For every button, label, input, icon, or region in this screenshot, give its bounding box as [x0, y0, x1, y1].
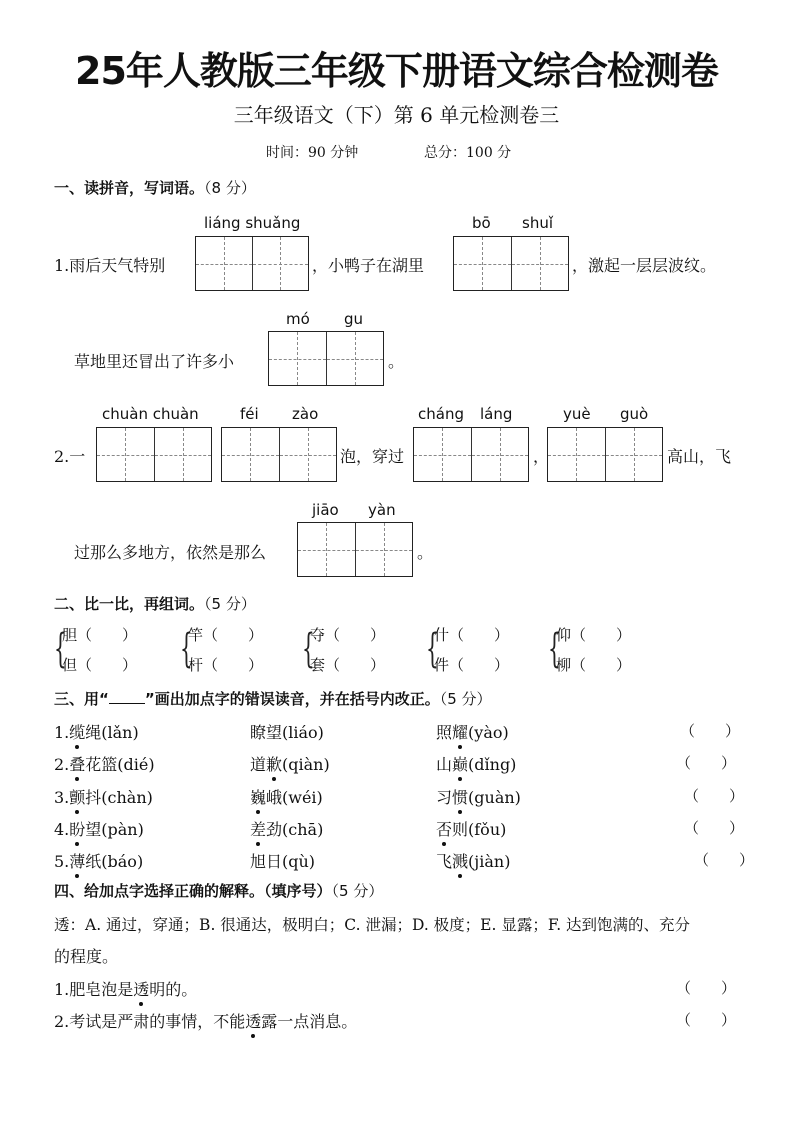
pair-5-top[interactable]: 仰（ ）	[556, 626, 632, 644]
section-4-title	[54, 880, 383, 901]
word-rest: 抖(chàn)	[85, 788, 153, 807]
dotted-char: 颤	[69, 785, 85, 808]
q1-text-e: 。	[388, 352, 405, 371]
brace-icon: {	[180, 626, 193, 672]
word-char: 山	[436, 755, 453, 774]
section-4-title-text: 四、给加点字选择正确的解释。（填序号）	[54, 882, 332, 900]
section-3-points: （5 分）	[439, 690, 492, 708]
pinyin-liang-shuang: liáng shuǎng	[204, 214, 301, 232]
pinyin-yue: yuè	[563, 405, 591, 423]
pair-3-top[interactable]: 夺（ ）	[310, 626, 386, 644]
pinyin-chang: cháng	[418, 405, 464, 423]
q1-text-d: 草地里还冒出了许多小	[74, 352, 235, 371]
dotted-char: 溅	[452, 849, 468, 872]
word-char: 照	[436, 723, 453, 742]
word-rest: 绳(lǎn)	[85, 723, 139, 742]
question-text: 露一点消息。	[261, 1012, 358, 1031]
brace-icon: {	[426, 626, 439, 672]
dotted-char: 薄	[69, 849, 85, 872]
s3-row5-item2	[250, 849, 315, 872]
pinyin-jiao: jiāo	[312, 501, 339, 519]
q1-line1-start	[54, 253, 165, 276]
s3-row3-item1	[54, 785, 153, 808]
q1-number: 1.	[54, 256, 70, 275]
word-char: 飞	[436, 852, 453, 871]
word-rest: 则(fǒu)	[452, 820, 507, 839]
answer-paren[interactable]: （ ）	[694, 851, 755, 869]
word-rest: 花篮(dié)	[85, 755, 155, 774]
word-char: 旭	[250, 852, 267, 871]
word-rest: 纸(báo)	[85, 852, 144, 871]
tianzige-box-yueguo[interactable]	[547, 427, 663, 482]
dotted-char: 缆	[69, 720, 85, 743]
pair-1-top[interactable]: 胆（ ）	[62, 626, 138, 644]
brace-icon: {	[548, 626, 561, 672]
q2-number: 2.	[54, 447, 70, 466]
word-rest: (qiàn)	[282, 755, 330, 774]
q1-text-a: 雨后天气特别	[69, 256, 166, 275]
section-1-points: （8 分）	[204, 179, 256, 197]
answer-paren[interactable]: （ ）	[676, 979, 737, 997]
exam-time: 时间：90 分钟	[266, 145, 359, 161]
pinyin-gu: gu	[344, 310, 364, 328]
question-number: 2.	[54, 1012, 70, 1031]
tianzige-box-liangshuang[interactable]	[195, 236, 309, 291]
answer-paren[interactable]: （ ）	[676, 1011, 737, 1029]
pair-2-bottom[interactable]: 杆（ ）	[188, 656, 264, 674]
word-rest: 日(qù)	[266, 852, 316, 871]
word-rest: (dǐng)	[468, 755, 517, 774]
answer-paren[interactable]: （ ）	[676, 754, 737, 772]
definition-line-1: 透：A. 通过，穿通；B. 很通达，极明白；C. 泄漏；D. 极度；E. 显露；F. 达到饱满的、充分	[54, 916, 691, 934]
q2-text-a: 一	[69, 447, 86, 466]
word-rest: (jiàn)	[468, 852, 511, 871]
word-rest: (guàn)	[468, 788, 521, 807]
tianzige-box-feizao[interactable]	[221, 427, 337, 482]
s3-row2-item1	[54, 752, 155, 775]
pinyin-mo: mó	[286, 310, 310, 328]
q2-text-f: 。	[417, 543, 434, 562]
row-number: 2.	[54, 755, 70, 774]
word-rest: 望(pàn)	[85, 820, 144, 839]
definition-line-2: 的程度。	[54, 947, 119, 966]
section-1-title	[54, 177, 256, 198]
row-number: 3.	[54, 788, 70, 807]
s4-question-2	[54, 1009, 357, 1032]
q2-text-d: 高山，飞	[667, 447, 732, 466]
section-4-points: （5 分）	[331, 882, 384, 900]
word-rest: 劲(chā)	[266, 820, 324, 839]
word-rest: (yào)	[468, 723, 509, 742]
pinyin-yan: yàn	[368, 501, 396, 519]
s3-row5-item1	[54, 849, 143, 872]
question-number: 1.	[54, 980, 70, 999]
pair-4-bottom[interactable]: 件（ ）	[434, 656, 510, 674]
dotted-char: 否	[436, 817, 452, 840]
s3-row4-item2	[250, 817, 323, 840]
row-number: 1.	[54, 723, 70, 742]
dotted-char: 歉	[266, 752, 282, 775]
s3-row5-item3	[436, 849, 510, 872]
q2-text-b: 泡，穿过	[340, 447, 405, 466]
q1-text-b: ，小鸭子在湖里	[312, 256, 425, 275]
pair-2-top[interactable]: 竿（ ）	[188, 626, 264, 644]
row-number: 4.	[54, 820, 70, 839]
word-char: 道	[250, 755, 267, 774]
row-number: 5.	[54, 852, 70, 871]
pinyin-shui: shuǐ	[522, 214, 553, 232]
tianzige-box-changlang[interactable]	[413, 427, 529, 482]
q2-line1-start	[54, 444, 85, 467]
s3-row1-item3	[436, 720, 509, 743]
dotted-char: 耀	[452, 720, 468, 743]
dotted-char: 叠	[69, 752, 85, 775]
word-char: 习	[436, 788, 453, 807]
s3-row2-item3	[436, 752, 516, 775]
pair-4-top[interactable]: 什（ ）	[434, 626, 510, 644]
q2-text-e: 过那么多地方，依然是那么	[74, 543, 267, 562]
dotted-char: 巅	[452, 752, 468, 775]
s3-row4-item3	[436, 817, 506, 840]
document-main-title: 25年人教版三年级下册语文综合检测卷	[75, 49, 718, 93]
pinyin-fei: féi	[240, 405, 259, 423]
pinyin-guo: guò	[620, 405, 649, 423]
answer-paren[interactable]: （ ）	[684, 787, 745, 805]
dotted-char: 差	[250, 817, 266, 840]
dotted-char: 盼	[69, 817, 85, 840]
section-2-title	[54, 593, 256, 614]
dotted-char: 透	[245, 1009, 261, 1032]
q1-text-c: ，激起一层层波纹。	[572, 256, 717, 275]
section-2-points: （5 分）	[204, 595, 256, 613]
pinyin-bo: bō	[472, 214, 491, 232]
s3-row3-item3	[436, 785, 521, 808]
tianzige-box-boshui[interactable]	[453, 236, 569, 291]
pinyin-chuan-chuan: chuàn chuàn	[102, 405, 199, 423]
brace-icon: {	[54, 626, 67, 672]
exam-total-score: 总分：100 分	[424, 145, 512, 161]
word-rest: 峨(wéi)	[266, 788, 323, 807]
q2-text-c: ，	[533, 447, 550, 466]
pinyin-zao: zào	[292, 405, 319, 423]
dotted-char: 透	[133, 977, 149, 1000]
pair-3-bottom[interactable]: 套（ ）	[310, 656, 386, 674]
brace-icon: {	[302, 626, 315, 672]
section-1-title-text: 一、读拼音，写词语。	[54, 179, 205, 197]
pair-5-bottom[interactable]: 柳（ ）	[556, 656, 632, 674]
question-text: 肥皂泡是	[69, 980, 134, 999]
s3-row1-item2	[250, 720, 324, 743]
document-sub-title: 三年级语文（下）第 6 单元检测卷三	[233, 103, 560, 127]
s3-row1-item1	[54, 720, 139, 743]
question-text: 明的。	[149, 980, 198, 999]
tianzige-box-jiaoyan[interactable]	[297, 522, 413, 577]
section-3-title	[54, 688, 492, 709]
question-text: 考试是严肃的事情，不能	[69, 1012, 246, 1031]
answer-paren[interactable]: （ ）	[680, 722, 741, 740]
s3-row2-item2	[250, 752, 330, 775]
word-rest: 望(liáo)	[266, 723, 324, 742]
s4-question-1	[54, 977, 197, 1000]
dotted-char: 惯	[452, 785, 468, 808]
section-3-title-a: 三、用“	[54, 690, 109, 708]
underline-blank	[109, 703, 145, 704]
section-3-title-b: ”画出加点字的错误读音，并在括号内改正。	[144, 690, 440, 708]
tianzige-box-chuanchuan[interactable]	[96, 427, 212, 482]
s3-row4-item1	[54, 817, 144, 840]
tianzige-box-mogu[interactable]	[268, 331, 384, 386]
pair-1-bottom[interactable]: 但（ ）	[62, 656, 138, 674]
pinyin-lang: láng	[480, 405, 513, 423]
answer-paren[interactable]: （ ）	[684, 819, 745, 837]
s3-row3-item2	[250, 785, 323, 808]
section-2-title-text: 二、比一比，再组词。	[54, 595, 205, 613]
word-char: 瞭	[250, 723, 267, 742]
dotted-char: 巍	[250, 785, 266, 808]
